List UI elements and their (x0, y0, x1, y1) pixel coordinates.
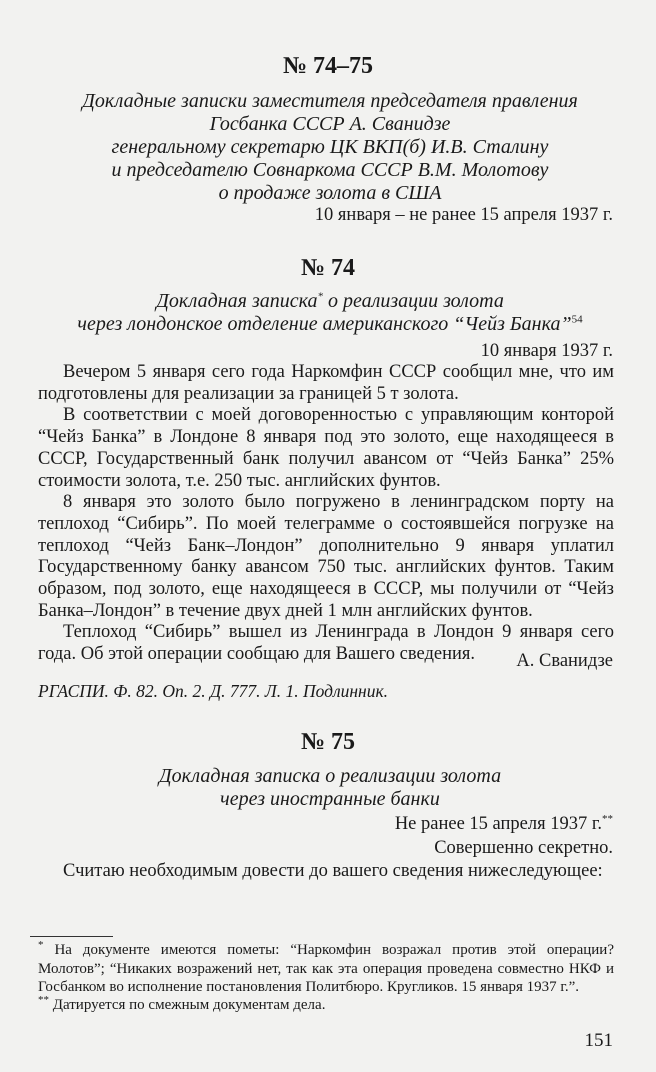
section-title-line: Госбанка СССР А. Сванидзе (209, 113, 451, 135)
doc75-title-line: Докладная записка о реализации золота (158, 765, 502, 787)
paragraph: Теплоход “Сибирь” вышел из Ленинграда в Лондон 9 января сего года. Об этой операции сообщаю для Вашего сведения. (38, 622, 614, 665)
footnote-mark: ** (38, 994, 49, 1006)
footnote-text: На документе имеются пометы: “Наркомфин возражал против этой операции? Молотов”; “Никаких возражений нет, так как эта операция проведена совместно НКФ и Госбанком во исполнение постановления Политбюро. Кругликов. 15 января 1937 г.”. (38, 942, 614, 995)
archival-source: РГАСПИ. Ф. 82. Оп. 2. Д. 777. Л. 1. Подлинник. (38, 681, 389, 701)
footnote-marker: ** (602, 812, 613, 825)
footnote (38, 996, 614, 1015)
doc74-body (38, 362, 614, 666)
section-title-line: и председателю Совнаркома СССР В.М. Молотову (111, 159, 549, 181)
paragraph: 8 января это золото было погружено в ленинградском порту на теплоход “Сибирь”. По моей телеграмме о состоявшейся погрузке на теплоход “Чейз Банк–Лондон” дополнительно 9 января уплатил Государственному банку авансом 750 тыс. английских фунтов. Таким образом, под золото, еще находящееся в СССР, мы получили от “Чейз Банка–Лондон” в течение двух дней 1 млн английских фунтов. (38, 492, 614, 621)
classification: Совершенно секретно. (434, 838, 613, 858)
section-number: № 74–75 (282, 53, 374, 79)
doc74-title-part: через лондонское отделение американского “Чейз Банка” (77, 313, 572, 335)
doc74-title-part: Докладная записка (156, 290, 318, 312)
section-title-line: о продаже золота в США (218, 182, 442, 204)
doc75-date-text: Не ранее 15 апреля 1937 г. (394, 814, 602, 834)
footnote-divider (30, 936, 113, 937)
doc75-title-line: через иностранные банки (220, 788, 440, 810)
section-title (30, 90, 630, 205)
page-number: 151 (584, 1030, 613, 1051)
footnote-text: Датируется по смежным документам дела. (52, 997, 326, 1013)
footnote-mark: * (38, 939, 44, 951)
endnote-marker: 54 (571, 313, 583, 326)
date-range: 10 января – не ранее 15 апреля 1937 г. (314, 205, 613, 225)
paragraph: В соответствии с моей договоренностью с управляющим конторой “Чейз Банка” в Лондоне 8 января под это золото, еще находящееся в СССР, Государственный банк получил авансом от “Чейз Банка” 25% стоимости золота, т.е. 250 тыс. английских фунтов. (38, 405, 614, 491)
section-title-line: генеральному секретарю ЦК ВКП(б) И.В. Сталину (111, 136, 549, 158)
footnote-marker: * (317, 290, 323, 303)
paragraph: Вечером 5 января сего года Наркомфин СССР сообщил мне, что им подготовлены для реализации за границей 5 т золота. (38, 362, 614, 404)
doc74-title (30, 290, 630, 336)
section-title-line: Докладные записки заместителя председателя правления (82, 90, 578, 112)
footnote (38, 941, 614, 997)
doc74-title-part: о реализации золота (322, 290, 504, 312)
doc75-title (30, 765, 630, 811)
doc74-date: 10 января 1937 г. (480, 341, 613, 361)
doc74-number: № 74 (300, 255, 356, 281)
signature: А. Сванидзе (516, 651, 613, 671)
doc75-number: № 75 (300, 729, 356, 755)
paragraph: Считаю необходимым довести до вашего сведения нижеследующее: (63, 861, 603, 881)
doc75-date (30, 813, 613, 835)
